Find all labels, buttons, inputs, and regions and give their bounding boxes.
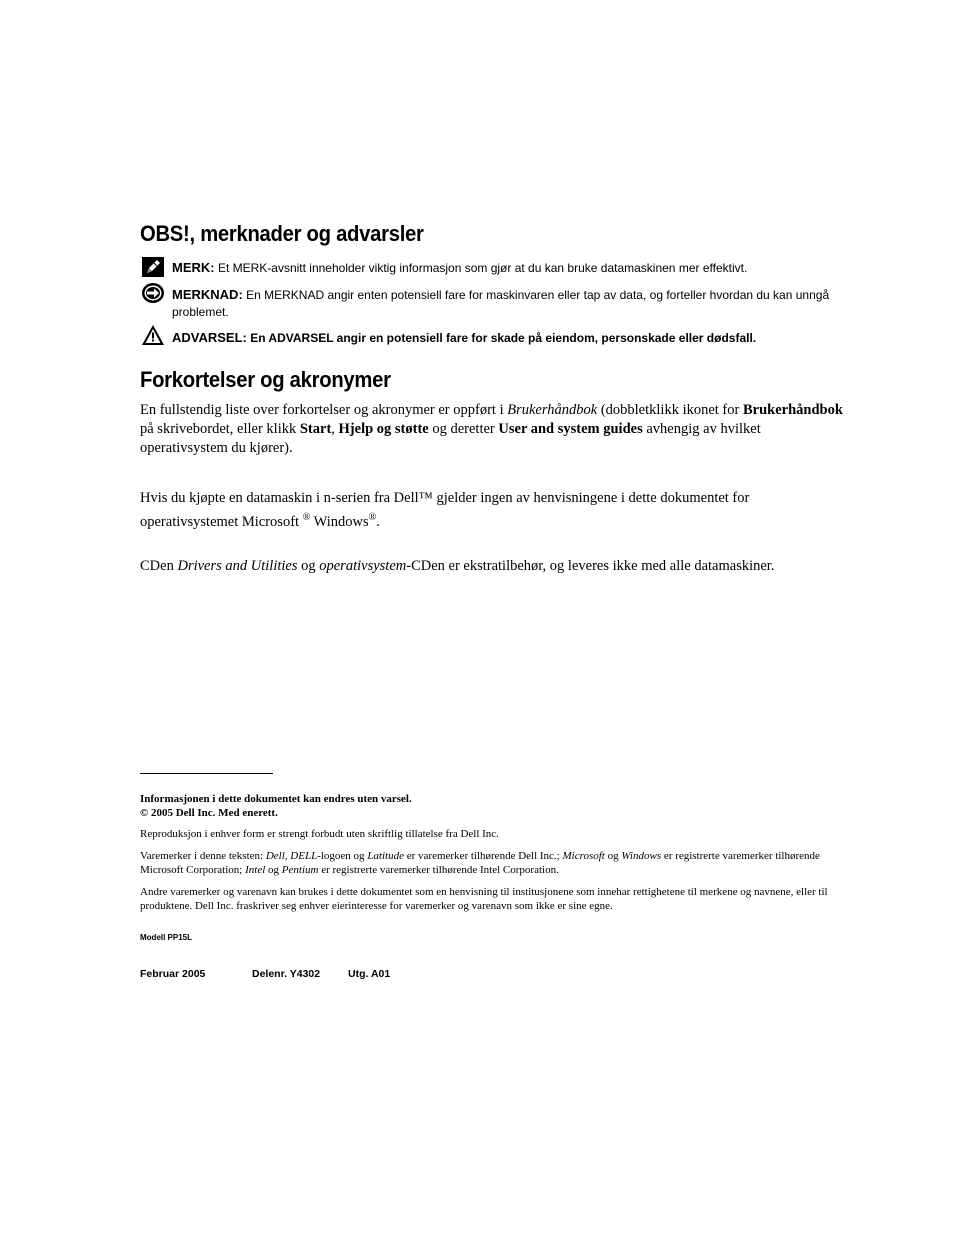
pencil-note-icon	[141, 256, 165, 278]
text-run: er registrerte varemerker tilhørende Microsoft Corporation;	[140, 850, 820, 876]
text-run: er varemerker tilhørende Dell Inc.;	[403, 850, 563, 862]
text-run: Varemerker i denne teksten:	[140, 850, 266, 862]
text-run: ,	[331, 421, 339, 437]
text-italic: Windows	[621, 850, 662, 862]
text-run: og	[297, 558, 320, 574]
note-label: ADVARSEL:	[172, 330, 247, 345]
text-bold: Brukerhåndbok	[742, 402, 843, 418]
copyright-line: © 2005 Dell Inc. Med enerett.	[140, 807, 278, 819]
note-label: MERK:	[172, 260, 215, 275]
paragraph-n-series	[140, 489, 845, 532]
text-italic: DELL	[290, 850, 318, 862]
text-run: er registrerte varemerker tilhørende Intel Corporation.	[318, 864, 559, 876]
note-text: En ADVARSEL angir en potensiell fare for skade på eiendom, personskade eller dødsfall.	[246, 331, 757, 345]
note-label: MERKNAD:	[172, 287, 243, 302]
text-run: avhengig av hvilket operativsystem du kjører).	[140, 421, 761, 456]
text-run: og	[604, 850, 622, 862]
text-run: Windows	[310, 513, 369, 530]
text-run: Hvis du kjøpte en datamaskin i n-serien fra Dell™ gjelder ingen av henvisningene i dette dokumentet for operativsystemet Microsoft	[140, 490, 750, 530]
text-run: og	[265, 864, 282, 876]
footer-reproduction: Reproduksjon i enhver form er strengt forbudt uten skriftlig tillatelse fra Dell Inc.	[140, 828, 499, 840]
text-bold: Hjelp og støtte	[338, 421, 429, 437]
note-merk	[172, 259, 852, 277]
text-italic: Intel	[245, 864, 266, 876]
footer-divider	[140, 773, 273, 774]
text-bold: Start	[299, 421, 332, 437]
text-italic: Drivers and Utilities	[177, 558, 298, 574]
note-advarsel	[172, 329, 852, 347]
registered-mark: ®	[302, 512, 311, 523]
notice-line: Informasjonen i dette dokumentet kan endres uten varsel.	[140, 793, 412, 805]
text-run: ,	[284, 850, 291, 862]
registered-mark: ®	[368, 512, 377, 523]
note-text: En MERKNAD angir enten potensiell fare for maskinvaren eller tap av data, og forteller hvordan du kan unngå problemet.	[172, 288, 830, 319]
text-italic: Latitude	[367, 850, 404, 862]
footer-notice	[140, 792, 845, 820]
warning-triangle-icon	[141, 324, 165, 346]
text-run: på skrivebordet, eller klikk	[140, 421, 300, 437]
publish-date: Februar 2005	[140, 968, 206, 980]
text-run: og deretter	[428, 421, 499, 437]
part-number: Delenr. Y4302	[252, 968, 321, 980]
text-run: -CDen er ekstratilbehør, og leveres ikke med alle datamaskiner.	[406, 558, 775, 574]
text-run: CDen	[140, 558, 178, 574]
text-bold: User and system guides	[498, 421, 643, 437]
notice-arrow-icon	[141, 282, 165, 304]
text-italic: Dell	[265, 850, 285, 862]
text-run: .	[376, 513, 380, 530]
note-text: Et MERK-avsnitt inneholder viktig informasjon som gjør at du kan bruke datamaskinen mer effektivt.	[214, 261, 748, 275]
text-italic: Brukerhåndbok	[507, 402, 598, 418]
text-italic: Microsoft	[562, 850, 605, 862]
text-run: En fullstendig liste over forkortelser og akronymer er oppført i	[140, 402, 508, 418]
text-run: -logoen og	[317, 850, 368, 862]
revision: Utg. A01	[348, 968, 391, 980]
section-title-notes: OBS!, merknader og advarsler	[140, 221, 424, 246]
paragraph-abbreviations-list	[140, 401, 845, 458]
text-run: (dobbletklikk ikonet for	[597, 402, 743, 418]
text-italic: operativsystem	[319, 558, 407, 574]
section-title-abbreviations: Forkortelser og akronymer	[140, 367, 391, 392]
text-italic: Pentium	[281, 864, 319, 876]
footer-trademarks	[140, 849, 845, 877]
footer-other-trademarks: Andre varemerker og varenavn kan brukes i dette dokumentet som en henvisning til institusjonene som innehar rettighetene til merkene og navnene, eller til produktene. Dell Inc. fraskriver seg enhver eierinteresse for varemerker og varenavn som ikke er sine egne.	[140, 886, 828, 912]
note-merknad	[172, 286, 844, 321]
model-number: Modell PP15L	[140, 933, 193, 942]
paragraph-cd-info	[140, 557, 845, 576]
